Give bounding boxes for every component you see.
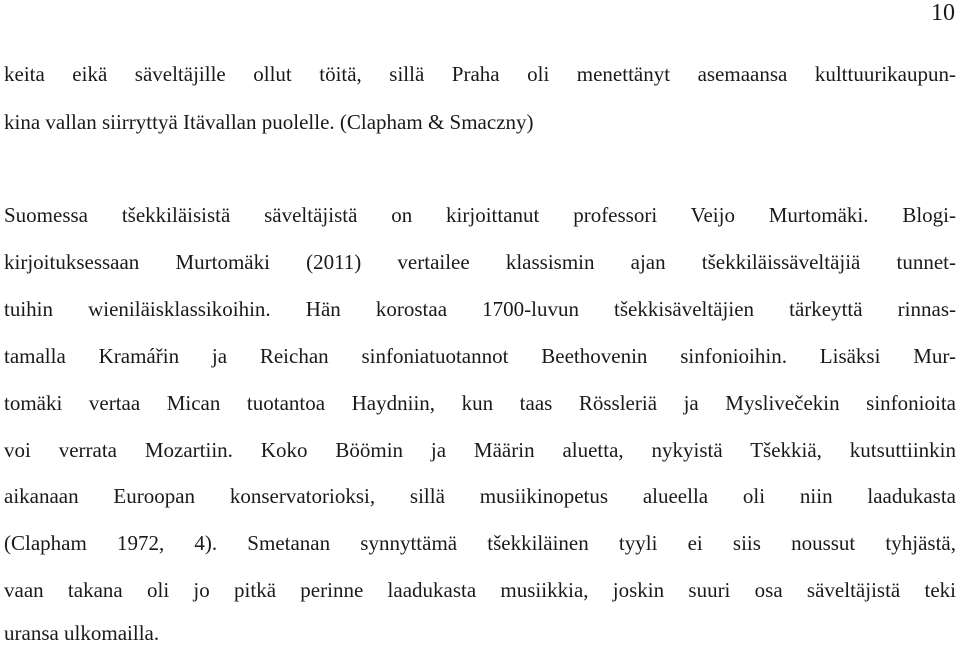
paragraph-2-line-6: voi verrata Mozartiin. Koko Böömin ja Määrin aluetta, nykyistä Tšekkiä, kutsuttiinkin <box>4 438 956 462</box>
paragraph-2-line-8: (Clapham 1972, 4). Smetanan synnyttämä tšekkiläinen tyyli ei siis noussut tyhjästä, <box>4 531 956 555</box>
paragraph-2-line-2: kirjoituksessaan Murtomäki (2011) vertailee klassismin ajan tšekkiläissäveltäjiä tunnet- <box>4 250 956 274</box>
paragraph-1-line-1: keita eikä säveltäjille ollut töitä, sillä Praha oli menettänyt asemaansa kulttuurikaupun- <box>4 62 956 86</box>
paragraph-2-line-1: Suomessa tšekkiläisistä säveltäjistä on kirjoittanut professori Veijo Murtomäki. Blogi- <box>4 203 956 227</box>
page-number: 10 <box>931 0 955 26</box>
paragraph-2-line-7: aikanaan Euroopan konservatorioksi, sillä musiikinopetus alueella oli niin laadukasta <box>4 484 956 508</box>
paragraph-2-line-5: tomäki vertaa Mican tuotantoa Haydniin, kun taas Rössleriä ja Myslivečekin sinfonioita <box>4 391 956 415</box>
paragraph-2-line-9: vaan takana oli jo pitkä perinne laadukasta musiikkia, joskin suuri osa säveltäjistä teki <box>4 578 956 602</box>
paragraph-2-line-4: tamalla Kramářin ja Reichan sinfoniatuotannot Beethovenin sinfonioihin. Lisäksi Mur- <box>4 344 956 368</box>
paragraph-2-line-3: tuihin wieniläisklassikoihin. Hän korostaa 1700-luvun tšekkisäveltäjien tärkeyttä rinnas- <box>4 297 956 321</box>
paragraph-1-line-2: kina vallan siirryttyä Itävallan puolelle. (Clapham & Smaczny) <box>4 110 534 134</box>
paragraph-2-line-10: uransa ulkomailla. <box>4 621 160 645</box>
